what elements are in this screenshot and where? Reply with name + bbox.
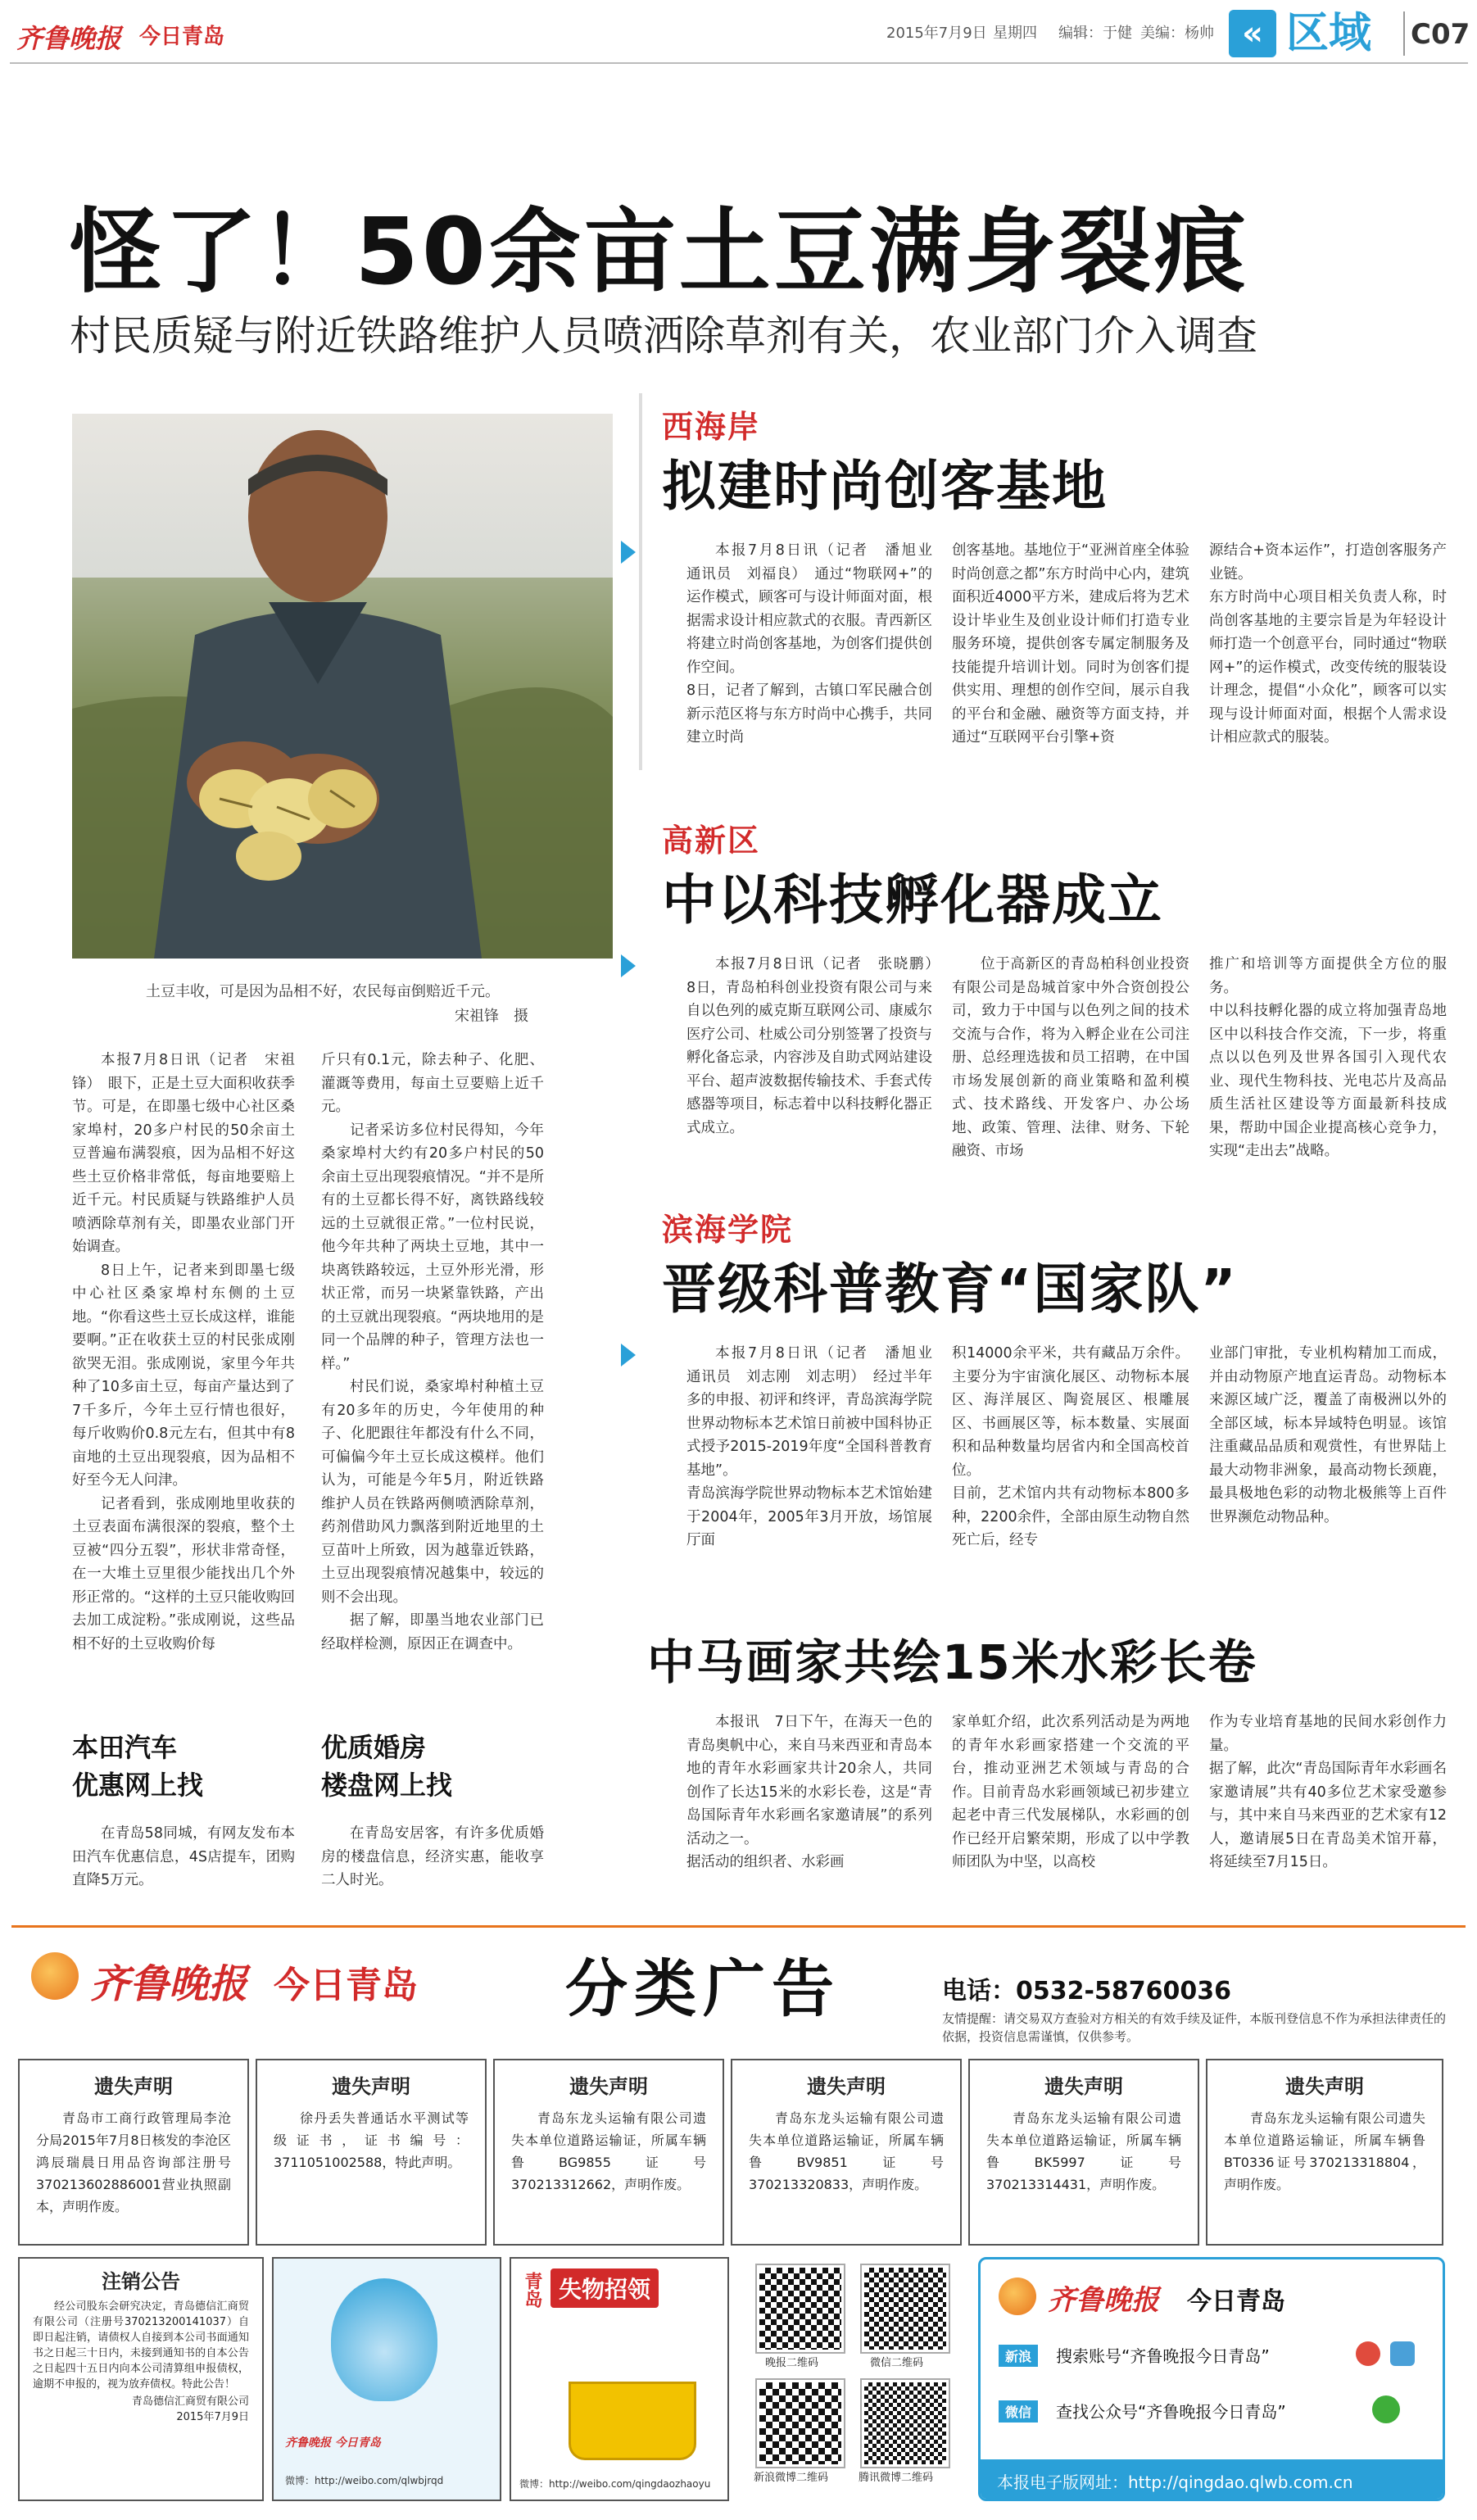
weibo-ad[interactable] [272, 2257, 501, 2501]
qr-code-icon[interactable] [862, 2265, 949, 2352]
lead-arrow-icon [621, 541, 636, 564]
weibo-ad-logo: 齐鲁晚报 今日青岛 [285, 2436, 381, 2450]
article-watercolor [639, 1606, 1458, 1909]
main-story-para: 8日上午，记者来到即墨七级中心社区桑家埠村东侧的土豆地。“你看这些土豆长成这样，谁能要啊。”正在收获土豆的村民张成刚欲哭无泪。张成刚说，家里今年共种了10多亩土豆，每亩产量达到了7千多斤，今年土豆行情也很好，每斤收购价0.8元左右，但其中有8亩地的土豆出现裂痕，因为品相不好至今无人问津。 [72, 1262, 295, 1489]
main-story-col2 [321, 1049, 544, 1656]
cancel-notice-sign: 青岛德信汇商贸有限公司 [131, 2395, 249, 2408]
cancel-notice [18, 2257, 264, 2501]
lost-notice-text: 青岛东龙头运输有限公司遗失本单位道路运输证，所属车辆鲁BV9851证号370213320833，声明作废。 [749, 2110, 944, 2192]
weibo-search-text: 搜索账号“齐鲁晚报今日青岛” [1056, 2346, 1270, 2366]
classified-logo-icon [31, 1952, 79, 2000]
article-kicker: 高新区 [662, 822, 761, 859]
lost-notice-title: 遗失声明 [1044, 2075, 1123, 2098]
social-promo [978, 2257, 1445, 2501]
lost-found-url: 微博：http://weibo.com/qingdaozhaoyu [519, 2478, 711, 2490]
social-brand-sub: 今日青岛 [1187, 2287, 1285, 2316]
article-col: 作为专业培育基地的民间水彩创作力量。 据了解，此次“青岛国际青年水彩画名家邀请展”共有40多位艺术家受邀参与，其中来自马来西亚的艺术家有12人，邀请展5日在青岛美术馆开幕，将延续至7月15日。 [1209, 1714, 1447, 1870]
masthead-divider [1403, 11, 1405, 56]
lost-found-ad[interactable] [510, 2257, 729, 2501]
lost-notice-text: 青岛东龙头运输有限公司遗失本单位道路运输证，所属车辆鲁BK5997证号370213314431，声明作废。 [986, 2110, 1181, 2192]
lost-notice-4 [731, 2059, 962, 2246]
masthead-editor: 编辑：于健 [1058, 25, 1132, 42]
wechat-search-text: 查找公众号“齐鲁晚报今日青岛” [1056, 2402, 1286, 2422]
qr-code-icon[interactable] [862, 2380, 949, 2467]
article-kicker: 西海岸 [662, 408, 761, 445]
weibo-tag: 新浪 [999, 2345, 1038, 2367]
main-story-para: 记者看到，张成刚地里收获的土豆表面布满很深的裂痕，整个土豆被“四分五裂”，形状非常奇怪，在一大堆土豆里很少能找出几个外形正常的。“这样的土豆只能收购回去加工成淀粉。”张成刚说，这些品相不好的土豆收购价每 [72, 1495, 295, 1652]
kicker-rule [639, 393, 642, 770]
qr-label: 腾讯微博二维码 [859, 2472, 934, 2484]
qr-label: 晚报二维码 [765, 2357, 819, 2369]
article-col: 本报讯 7日下午，在海天一色的青岛奥帆中心，来自马来西亚和青岛本地的青年水彩画家共计20余人，共同创作了长达15米的水彩长卷，这是“青岛国际青年水彩画名家邀请展”的系列活动之一。 据活动的组织者、水彩画 [686, 1714, 932, 1870]
social-brand: 齐鲁晚报 [1048, 2284, 1159, 2317]
qr-label: 新浪微博二维码 [754, 2472, 829, 2484]
farmer-photo [72, 414, 613, 959]
lost-notice-title: 遗失声明 [807, 2075, 886, 2098]
qr-code-icon[interactable] [757, 2380, 844, 2467]
weibo-icon [1356, 2341, 1380, 2366]
cancel-notice-date: 2015年7月9日 [176, 2411, 249, 2423]
masthead-logo-paper: 齐鲁晚报 [16, 23, 122, 54]
article-title: 中以科技孵化器成立 [662, 868, 1163, 931]
lost-notice-text: 青岛东龙头运输有限公司遗失本单位道路运输证，所属车辆鲁BG9855证号370213312662，声明作废。 [511, 2110, 706, 2192]
article-col: 本报7月8日讯（记者 潘旭业 通讯员 刘志刚 刘志明） 经过半年多的申报、初评和终评，青岛滨海学院世界动物标本艺术馆日前被中国科协正式授予2015-2019年度“全国科普教育基地”。 青岛滨海学院世界动物标本艺术馆始建于2004年，2005年3月开放，场馆展厅面 [686, 1345, 932, 1548]
section-label: 区域 [1286, 9, 1372, 58]
main-headline: 怪了！50余亩土豆满身裂痕 [70, 199, 1249, 306]
page-number: C07 [1411, 18, 1470, 51]
promo-title: 优质婚房 楼盘网上找 [321, 1732, 453, 1801]
promo-text: 在青岛58同城，有网友发布本田汽车优惠信息，4S店提车，团购直降5万元。 [72, 1825, 295, 1888]
article-kicker: 滨海学院 [662, 1211, 794, 1248]
article-col: 推广和培训等方面提供全方位的服务。 中以科技孵化器的成立将加强青岛地区中以科技合作交流，下一步，将重点以以色列及世界各国引入现代农业、现代生物科技、光电芯片及高品质生活社区建设等方面最新科技成果，帮助中国企业提高核心竞争力，实现“走出去”战略。 [1209, 956, 1447, 1159]
lost-notice-3 [493, 2059, 724, 2246]
lost-notice-title: 遗失声明 [332, 2075, 410, 2098]
article-gaoxin [639, 807, 1458, 1200]
masthead-date: 2015年7月9日 [886, 25, 987, 42]
article-title: 中马画家共绘15米水彩长卷 [647, 1634, 1257, 1690]
classified-phone: 电话：0532-58760036 [942, 1977, 1231, 2006]
social-logo-icon [999, 2278, 1036, 2315]
article-col: 本报7月8日讯（记者 张晓鹏） 8日，青岛柏科创业投资有限公司与来自以色列的威克斯互联网公司、康威尔医疗公司、杜威公司分别签署了投资与孵化备忘录，内容涉及自助式网站建设平台、超声波数据传输技术、手套式传感器等项目，标志着中以科技孵化器正式成立。 [686, 956, 947, 1136]
lost-notice-6 [1206, 2059, 1443, 2246]
classified-section [11, 1925, 1466, 2518]
main-story-col1 [72, 1049, 295, 1656]
article-col: 本报7月8日讯（记者 潘旭业 通讯员 刘福良） 通过“物联网+”的运作模式，顾客可与设计师面对面，根据需求设计相应款式的衣服。青西新区将建立时尚创客基地，为创客们提供创作空间。 8日，记者了解到，古镇口军民融合创新示范区将与东方时尚中心携手，共同建立时尚 [686, 542, 932, 746]
promo-title: 本田汽车 优惠网上找 [72, 1732, 204, 1801]
main-subheadline: 村民质疑与附近铁路维护人员喷洒除草剂有关，农业部门介入调查 [70, 312, 1257, 360]
article-col: 积14000余平米，共有藏品万余件。主要分为宇宙演化展区、动物标本展区、海洋展区、陶瓷展区、根雕展区、书画展区等，标本数量、实展面积和品种数量均居省内和全国高校首位。 目前，艺术馆内共有动物标本800多种，2200余件，全部由原生动物自然死亡后，经专 [952, 1345, 1189, 1548]
farmer-photo-svg [72, 414, 613, 959]
promo-text: 在青岛安居客，有许多优质婚房的楼盘信息，经济实惠，能收享二人时光。 [321, 1825, 544, 1888]
main-story-para: 村民们说，桑家埠村种植土豆有20多年的历史，今年使用的种子、化肥跟往年都没有什么不同，可偏偏今年土豆长成这模样。他们认为，可能是今年5月，附近铁路维护人员在铁路两侧喷洒除草剂，药剂借助风力飘落到附近地里的土豆苗叶上所致，因为越靠近铁路，土豆出现裂痕情况越集中，较远的则不会出现。 [321, 1379, 544, 1606]
main-story-para: 据了解，即墨当地农业部门已经取样检测，原因正在调查中。 [321, 1612, 544, 1652]
main-story-para: 记者采访多位村民得知，今年桑家埠村大约有20多户村民的50余亩土豆出现裂痕情况。“并不是所有的土豆都长得不好，离铁路线较远的土豆就很正常。”一位村民说，他今年共种了两块土豆地，其中一块离铁路较远，土豆外形光滑，形状正常，而另一块紧靠铁路，产出的土豆就出现裂痕。“两块地用的是同一个品牌的种子，管理方法也一样。” [321, 1122, 544, 1372]
promo-honda[interactable] [72, 1729, 295, 1892]
qr-block [739, 2257, 968, 2501]
promo-housing[interactable] [321, 1729, 544, 1892]
section-arrow-icon: « [1229, 10, 1276, 57]
masthead-weekday: 星期四 [993, 25, 1037, 42]
tencent-weibo-icon [1390, 2341, 1415, 2366]
wechat-tag: 微信 [999, 2400, 1038, 2423]
classified-brand: 齐鲁晚报 [90, 1961, 248, 2007]
lost-notice-title: 遗失声明 [94, 2075, 173, 2098]
basket-icon [569, 2382, 696, 2460]
cancel-notice-title: 注销公告 [102, 2270, 180, 2293]
lost-notice-title: 遗失声明 [1285, 2075, 1364, 2098]
article-col: 业部门审批，专业机构精加工而成，并由动物原产地直运青岛。动物标本来源区域广泛，覆盖了南极洲以外的全部区域，标本异域特色明显。该馆注重藏品品质和观赏性，有世界陆上最大动物非洲象，最高动物长颈鹿，最具极地色彩的动物北极熊等上百件世界濒危动物品种。 [1209, 1345, 1447, 1525]
article-xihaian [639, 393, 1458, 803]
lost-notice-title: 遗失声明 [569, 2075, 648, 2098]
lead-arrow-icon [621, 954, 636, 977]
masthead-designer: 美编：杨帅 [1140, 25, 1214, 42]
lost-notice-text: 青岛市工商行政管理局李沧分局2015年7月8日核发的李沧区鸿辰瑞晨日用品咨询部注册号370213602886001营业执照副本，声明作废。 [36, 2110, 231, 2214]
main-story-para: 斤只有0.1元，除去种子、化肥、灌溉等费用，每亩土豆要赔上近千元。 [321, 1052, 544, 1115]
lost-notice-text: 徐丹丢失普通话水平测试等级证书，证书编号：3711051002588，特此声明。 [274, 2110, 469, 2170]
wechat-icon [1372, 2395, 1400, 2423]
web-url-bar[interactable] [981, 2459, 1443, 2499]
classified-title: 分类广告 [565, 1952, 840, 2025]
lost-notice-1 [18, 2059, 249, 2246]
article-title: 拟建时尚创客基地 [662, 455, 1108, 518]
article-title: 晋级科普教育“国家队” [662, 1258, 1238, 1321]
article-col: 家单虹介绍，此次系列活动是为两地的青年水彩画家搭建一个交流的平台，推动亚洲艺术领域与青岛的合作。目前青岛水彩画领域已初步建立起老中青三代发展梯队，水彩画的创作已经开启繁荣期，形成了以中学教师团队为中坚，以高校 [952, 1714, 1189, 1870]
article-binhai [639, 1196, 1458, 1622]
weibo-bird-icon [331, 2278, 437, 2401]
cancel-notice-text: 经公司股东会研究决定，青岛德信汇商贸有限公司（注册号370213200141037）自即日起注销，请债权人自接到本公司书面通知书之日起三十日内，未接到通知书的自本公告之日起四十五日内向本公司清算组申报债权，逾期不申报的，视为放弃债权。特此公告！ [33, 2300, 249, 2391]
lost-found-title: 失物招领 [550, 2268, 659, 2308]
article-col: 源结合+资本运作”，打造创客服务产业链。 东方时尚中心项目相关负责人称，时尚创客基地的主要宗旨是为年轻设计师打造一个创意平台，同时通过“物联网+”的运作模式，改变传统的服装设计理念，提倡“小众化”，顾客可以实现与设计师面对面，根据个人需求设计相应款式的服装。 [1209, 542, 1447, 746]
lead-arrow-icon [621, 1344, 636, 1367]
web-url: 本报电子版网址：http://qingdao.qlwb.com.cn [997, 2472, 1353, 2492]
masthead-rule [10, 62, 1468, 64]
section-badge [1229, 10, 1393, 57]
main-story-para: 本报7月8日讯（记者 宋祖锋） 眼下，正是土豆大面积收获季节。可是，在即墨七级中心社区桑家埠村，20多户村民的50余亩土豆普遍布满裂痕，因为品相不好这些土豆价格非常低，每亩地要赔上近千元。村民质疑与铁路维护人员喷洒除草剂有关，即墨农业部门开始调查。 [72, 1052, 295, 1255]
weibo-ad-url: 微博：http://weibo.com/qlwbjrqd [285, 2475, 444, 2486]
lost-notice-5 [968, 2059, 1199, 2246]
qr-code-icon[interactable] [757, 2265, 844, 2352]
lost-notice-2 [256, 2059, 487, 2246]
photo-caption: 土豆丰收，可是因为品相不好，农民每亩倒赔近千元。 [146, 983, 500, 1000]
lost-notice-text: 青岛东龙头运输有限公司遗失本单位道路运输证，所属车辆鲁BT0336证号370213318804，声明作废。 [1224, 2110, 1425, 2192]
qr-label: 微信二维码 [870, 2357, 924, 2369]
masthead-logo-edition: 今日青岛 [139, 25, 225, 49]
lost-found-city: 青岛 [522, 2272, 542, 2308]
article-col: 创客基地。基地位于“亚洲首座全体验时尚创意之都”东方时尚中心内，建筑面积近4000平方米，建成后将为艺术设计毕业生及创业设计师们打造专业服务环境，提供创客专属定制服务及技能提升培训计划。同时为创客们提供实用、理想的创作空间，展示自我的平台和金融、融资等方面支持，并通过“互联网平台引擎+资 [952, 542, 1189, 746]
masthead [0, 0, 1477, 64]
article-col: 位于高新区的青岛柏科创业投资有限公司是岛城首家中外合资创投公司，致力于中国与以色列之间的技术交流与合作，将为入孵企业在公司注册、总经理选拔和员工招聘，在中国市场发展创新的商业策略和盈利模式、技术路线、开发客户、办公场地、政策、管理、法律、财务、下轮融资、市场 [952, 956, 1189, 1159]
classified-brand-sub: 今日青岛 [274, 1965, 418, 2006]
photo-credit: 宋祖锋 摄 [455, 1008, 528, 1025]
classified-notice: 友情提醒：请交易双方查验对方相关的有效手续及证件，本版刊登信息不作为承担法律责任的依据，投资信息需谨慎，仅供参考。 [942, 2011, 1447, 2044]
